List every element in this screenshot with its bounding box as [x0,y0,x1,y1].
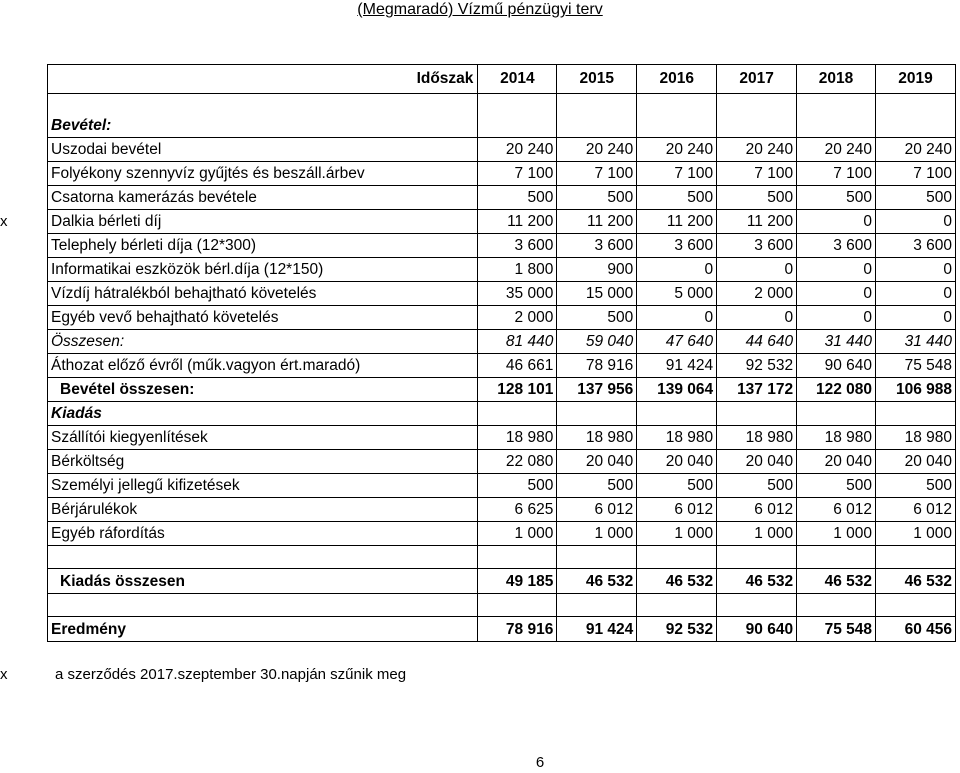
value-cell: 20 040 [557,450,637,474]
value-cell: 0 [876,210,956,234]
value-cell: 92 532 [637,617,717,642]
row-label: Eredmény [48,617,478,642]
value-cell: 1 000 [637,522,717,546]
value-cell: 3 600 [717,234,797,258]
value-cell: 15 000 [557,282,637,306]
value-cell: 81 440 [478,330,557,354]
value-cell: 128 101 [478,378,557,402]
row-marker: x [0,212,8,230]
value-cell: 0 [717,306,797,330]
revenue-row [48,210,956,234]
value-cell: 11 200 [637,210,717,234]
expense-total-row [48,569,956,594]
year-header: 2015 [557,65,637,94]
value-cell: 78 916 [478,617,557,642]
row-label: Csatorna kamerázás bevétele [48,186,478,210]
value-cell: 500 [478,474,557,498]
value-cell: 0 [797,282,876,306]
value-cell: 75 548 [876,354,956,378]
period-header: Időszak [48,65,478,94]
value-cell: 7 100 [797,162,876,186]
value-cell: 6 012 [797,498,876,522]
value-cell: 3 600 [478,234,557,258]
row-label: Vízdíj hátralékból behajtható követelés [48,282,478,306]
value-cell: 11 200 [717,210,797,234]
value-cell: 18 980 [876,426,956,450]
value-cell: 90 640 [717,617,797,642]
value-cell: 1 000 [876,522,956,546]
row-label: Személyi jellegű kifizetések [48,474,478,498]
value-cell: 7 100 [876,162,956,186]
value-cell: 0 [797,258,876,282]
value-cell: 90 640 [797,354,876,378]
value-cell: 500 [797,186,876,210]
value-cell: 44 640 [717,330,797,354]
subtotal-row [48,330,956,354]
value-cell: 0 [876,306,956,330]
value-cell: 1 000 [717,522,797,546]
value-cell: 3 600 [797,234,876,258]
value-cell: 11 200 [478,210,557,234]
page-number: 6 [535,754,545,771]
footnote [55,665,406,685]
revenue-row [48,234,956,258]
value-cell: 1 000 [478,522,557,546]
value-cell: 500 [797,474,876,498]
value-cell: 0 [876,258,956,282]
row-label: Bevétel összesen: [48,378,478,402]
value-cell: 20 040 [637,450,717,474]
row-label: Egyéb ráfordítás [48,522,478,546]
value-cell: 900 [557,258,637,282]
value-cell: 0 [717,258,797,282]
blank-row [48,94,956,115]
value-cell: 78 916 [557,354,637,378]
value-cell: 1 800 [478,258,557,282]
value-cell: 500 [637,474,717,498]
value-cell: 500 [637,186,717,210]
value-cell: 18 980 [797,426,876,450]
value-cell: 20 240 [717,138,797,162]
value-cell: 22 080 [478,450,557,474]
value-cell: 1 000 [557,522,637,546]
value-cell: 500 [478,186,557,210]
value-cell: 92 532 [717,354,797,378]
value-cell: 500 [717,474,797,498]
value-cell: 6 012 [557,498,637,522]
value-cell: 500 [557,306,637,330]
result-row [48,617,956,642]
year-header: 2018 [797,65,876,94]
value-cell: 18 980 [717,426,797,450]
value-cell: 500 [557,474,637,498]
value-cell: 500 [876,474,956,498]
value-cell: 20 240 [637,138,717,162]
revenue-row [48,306,956,330]
value-cell: 122 080 [797,378,876,402]
value-cell: 2 000 [717,282,797,306]
row-label: Uszodai bevétel [48,138,478,162]
header-row [48,65,956,94]
revenue-row [48,258,956,282]
spacer-row [48,594,956,617]
footnote-text: a szerződés 2017.szeptember 30.napján szűnik meg [55,666,407,683]
value-cell: 60 456 [876,617,956,642]
value-cell: 20 240 [797,138,876,162]
revenue-row [48,162,956,186]
value-cell: 18 980 [557,426,637,450]
row-label: Folyékony szennyvíz gyűjtés és beszáll.árbev [48,162,478,186]
row-label: Összesen: [48,330,478,354]
value-cell: 49 185 [478,569,557,594]
value-cell: 20 040 [717,450,797,474]
value-cell: 46 532 [797,569,876,594]
value-cell: 7 100 [637,162,717,186]
year-header: 2017 [717,65,797,94]
value-cell: 75 548 [797,617,876,642]
value-cell: 46 532 [557,569,637,594]
value-cell: 91 424 [637,354,717,378]
value-cell: 59 040 [557,330,637,354]
value-cell: 46 532 [876,569,956,594]
value-cell: 6 012 [876,498,956,522]
expense-heading: Kiadás [48,402,478,426]
value-cell: 31 440 [876,330,956,354]
value-cell: 0 [876,282,956,306]
value-cell: 3 600 [876,234,956,258]
value-cell: 35 000 [478,282,557,306]
row-label: Dalkia bérleti díj [48,210,478,234]
value-cell: 91 424 [557,617,637,642]
value-cell: 46 532 [637,569,717,594]
value-cell: 47 640 [637,330,717,354]
value-cell: 500 [876,186,956,210]
document-title: (Megmaradó) Vízmű pénzügyi terv [357,1,603,18]
row-label: Informatikai eszközök bérl.díja (12*150) [48,258,478,282]
value-cell: 46 661 [478,354,557,378]
value-cell: 20 040 [797,450,876,474]
year-header: 2019 [876,65,956,94]
revenue-row [48,282,956,306]
expense-row [48,474,956,498]
value-cell: 20 240 [557,138,637,162]
footnote-marker: x [0,666,8,683]
value-cell: 18 980 [637,426,717,450]
value-cell: 0 [797,210,876,234]
revenue-total-row [48,378,956,402]
value-cell: 20 240 [478,138,557,162]
row-label: Egyéb vevő behajtható követelés [48,306,478,330]
value-cell: 46 532 [717,569,797,594]
value-cell: 0 [637,306,717,330]
row-label: Bérjárulékok [48,498,478,522]
value-cell: 11 200 [557,210,637,234]
revenue-heading: Bevétel: [48,114,478,138]
financial-plan-table [47,64,956,642]
value-cell: 137 172 [717,378,797,402]
value-cell: 106 988 [876,378,956,402]
carryover-row [48,354,956,378]
value-cell: 18 980 [478,426,557,450]
value-cell: 3 600 [637,234,717,258]
revenue-row [48,186,956,210]
expense-heading-row [48,402,956,426]
row-label: Kiadás összesen [48,569,478,594]
expense-row [48,522,956,546]
value-cell: 2 000 [478,306,557,330]
revenue-heading-row [48,114,956,138]
revenue-row [48,138,956,162]
value-cell: 1 000 [797,522,876,546]
value-cell: 137 956 [557,378,637,402]
value-cell: 31 440 [797,330,876,354]
value-cell: 7 100 [717,162,797,186]
spacer-row [48,546,956,569]
value-cell: 3 600 [557,234,637,258]
row-label: Szállítói kiegyenlítések [48,426,478,450]
expense-row [48,450,956,474]
row-label: Telephely bérleti díja (12*300) [48,234,478,258]
value-cell: 7 100 [557,162,637,186]
year-header: 2014 [478,65,557,94]
year-header: 2016 [637,65,717,94]
value-cell: 500 [557,186,637,210]
value-cell: 0 [797,306,876,330]
value-cell: 20 240 [876,138,956,162]
value-cell: 6 012 [717,498,797,522]
value-cell: 139 064 [637,378,717,402]
value-cell: 500 [717,186,797,210]
value-cell: 5 000 [637,282,717,306]
row-label: Bérköltség [48,450,478,474]
value-cell: 20 040 [876,450,956,474]
row-label: Áthozat előző évről (műk.vagyon ért.maradó) [48,354,478,378]
value-cell: 6 625 [478,498,557,522]
value-cell: 0 [637,258,717,282]
value-cell: 7 100 [478,162,557,186]
expense-row [48,498,956,522]
value-cell: 6 012 [637,498,717,522]
expense-row [48,426,956,450]
